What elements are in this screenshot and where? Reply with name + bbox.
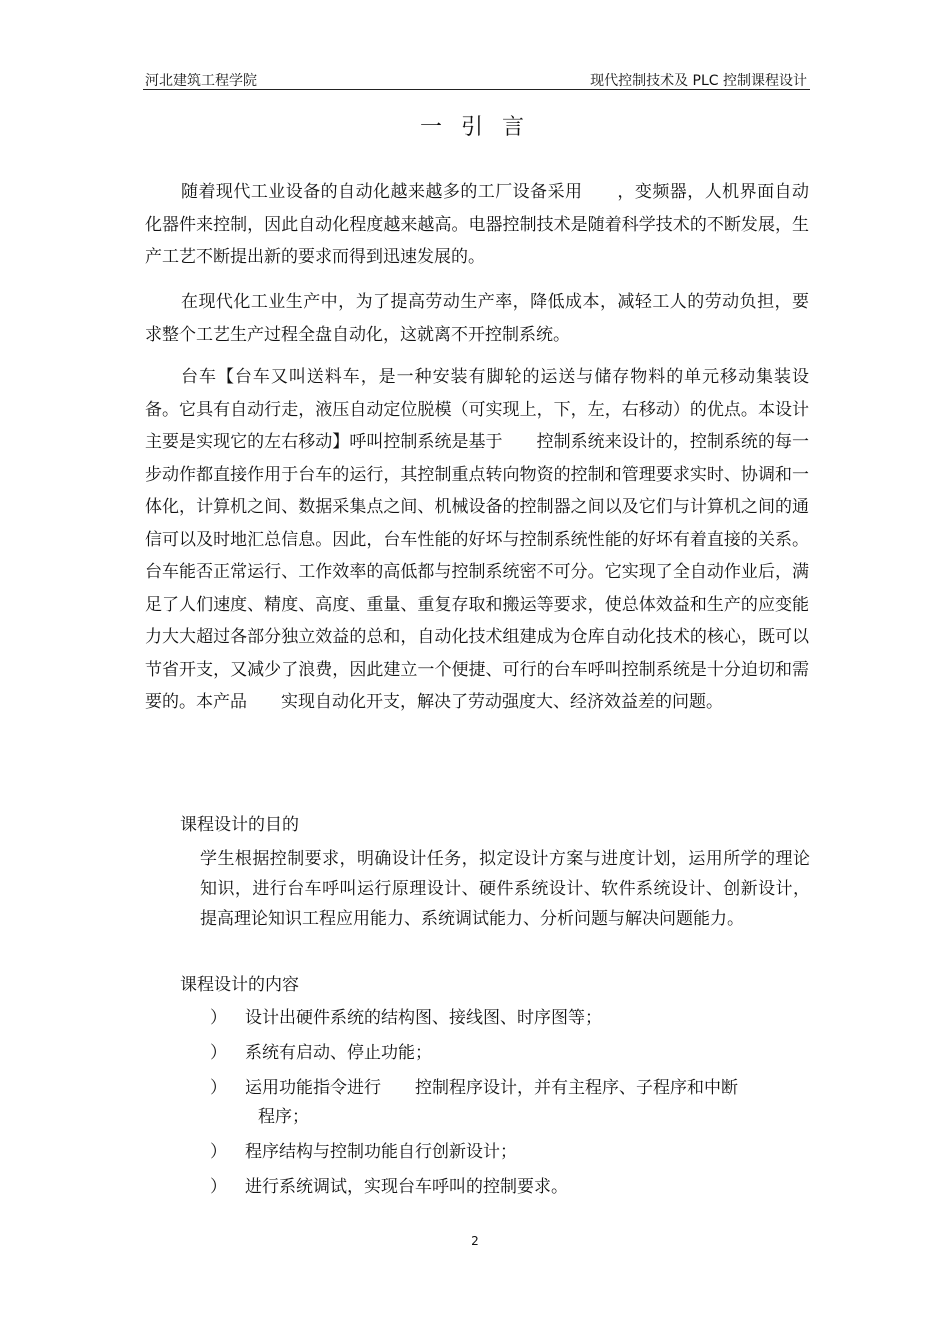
purpose-heading: 课程设计的目的 bbox=[180, 815, 299, 835]
header-course-title: 现代控制技术及 PLC 控制课程设计 bbox=[590, 73, 807, 89]
list-item bbox=[210, 1138, 810, 1167]
purpose-body: 学生根据控制要求，明确设计任务，拟定设计方案与进度计划，运用所学的理论知识，进行台车呼叫运行原理设计、硬件系统设计、软件系统设计、创新设计，提高理论知识工程应用能力、系统调试能力、分析问题与解决问题能力。 bbox=[200, 849, 810, 929]
paragraph-intro: 随着现代工业设备的自动化越来越多的工厂设备采用 ，变频器，人机界面自动化器件来控制，因此自动化程度越来越高。电器控制技术是随着科学技术的不断发展，生产工艺不断提出新的要求而得到迅速发展的。 bbox=[145, 182, 809, 267]
list-item-text: 进行系统调试，实现台车呼叫的控制要求。 bbox=[245, 1177, 568, 1197]
section-title: 一 引 言 bbox=[420, 115, 530, 140]
list-marker: ） bbox=[210, 1008, 227, 1028]
list-item-text: 设计出硬件系统的结构图、接线图、时序图等； bbox=[245, 1008, 602, 1028]
list-item bbox=[210, 1074, 810, 1132]
list-marker: ） bbox=[210, 1177, 227, 1197]
page-number: 2 bbox=[471, 1234, 479, 1248]
list-item bbox=[210, 1173, 810, 1202]
content-heading: 课程设计的内容 bbox=[180, 975, 299, 995]
header-school-name: 河北建筑工程学院 bbox=[145, 73, 257, 89]
paragraph-trolley: 台车【台车又叫送料车，是一种安装有脚轮的运送与储存物料的单元移动集装设备。它具有自动行走，液压自动定位脱模（可实现上，下，左，右移动）的优点。本设计主要是实现它的左右移动】呼叫控制系统是基于 控制系统来设计的，控制系统的每一步动作都直接作用于台车的运行，其控制重点转向物资的控制和管理要求实时、协调和一体化，计算机之间、数据采集点之间、机械设备的控制器之间以及它们与计算机之间的通信可以及时地汇总信息。因此，台车性能的好坏与控制系统性能的好坏有着直接的关系。台车能否正常运行、工作效率的高低都与控制系统密不可分。它实现了全自动作业后，满足了人们速度、精度、高度、重量、重复存取和搬运等要求，使总体效益和生产的应变能力大大超过各部分独立效益的总和，自动化技术组建成为仓库自动化技术的核心，既可以节省开支，又减少了浪费，因此建立一个便捷、可行的台车呼叫控制系统是十分迫切和需要的。本产品 实现自动化开支，解决了劳动强度大、经济效益差的问题。 bbox=[145, 367, 809, 712]
list-marker: ） bbox=[210, 1078, 227, 1098]
list-item-text: 系统有启动、停止功能； bbox=[245, 1043, 432, 1063]
list-marker: ） bbox=[210, 1142, 227, 1162]
content-list bbox=[210, 1004, 810, 1208]
list-marker: ） bbox=[210, 1043, 227, 1063]
list-item-text: 运用功能指令进行 控制程序设计，并有主程序、子程序和中断 bbox=[245, 1078, 738, 1098]
list-item bbox=[210, 1004, 810, 1033]
list-item-text: 程序结构与控制功能自行创新设计； bbox=[245, 1142, 517, 1162]
header-divider bbox=[143, 89, 810, 90]
list-item bbox=[210, 1039, 810, 1068]
paragraph-production: 在现代化工业生产中，为了提高劳动生产率，降低成本，减轻工人的劳动负担，要求整个工艺生产过程全盘自动化，这就离不开控制系统。 bbox=[145, 292, 809, 345]
list-item-continuation: 程序； bbox=[258, 1107, 309, 1127]
